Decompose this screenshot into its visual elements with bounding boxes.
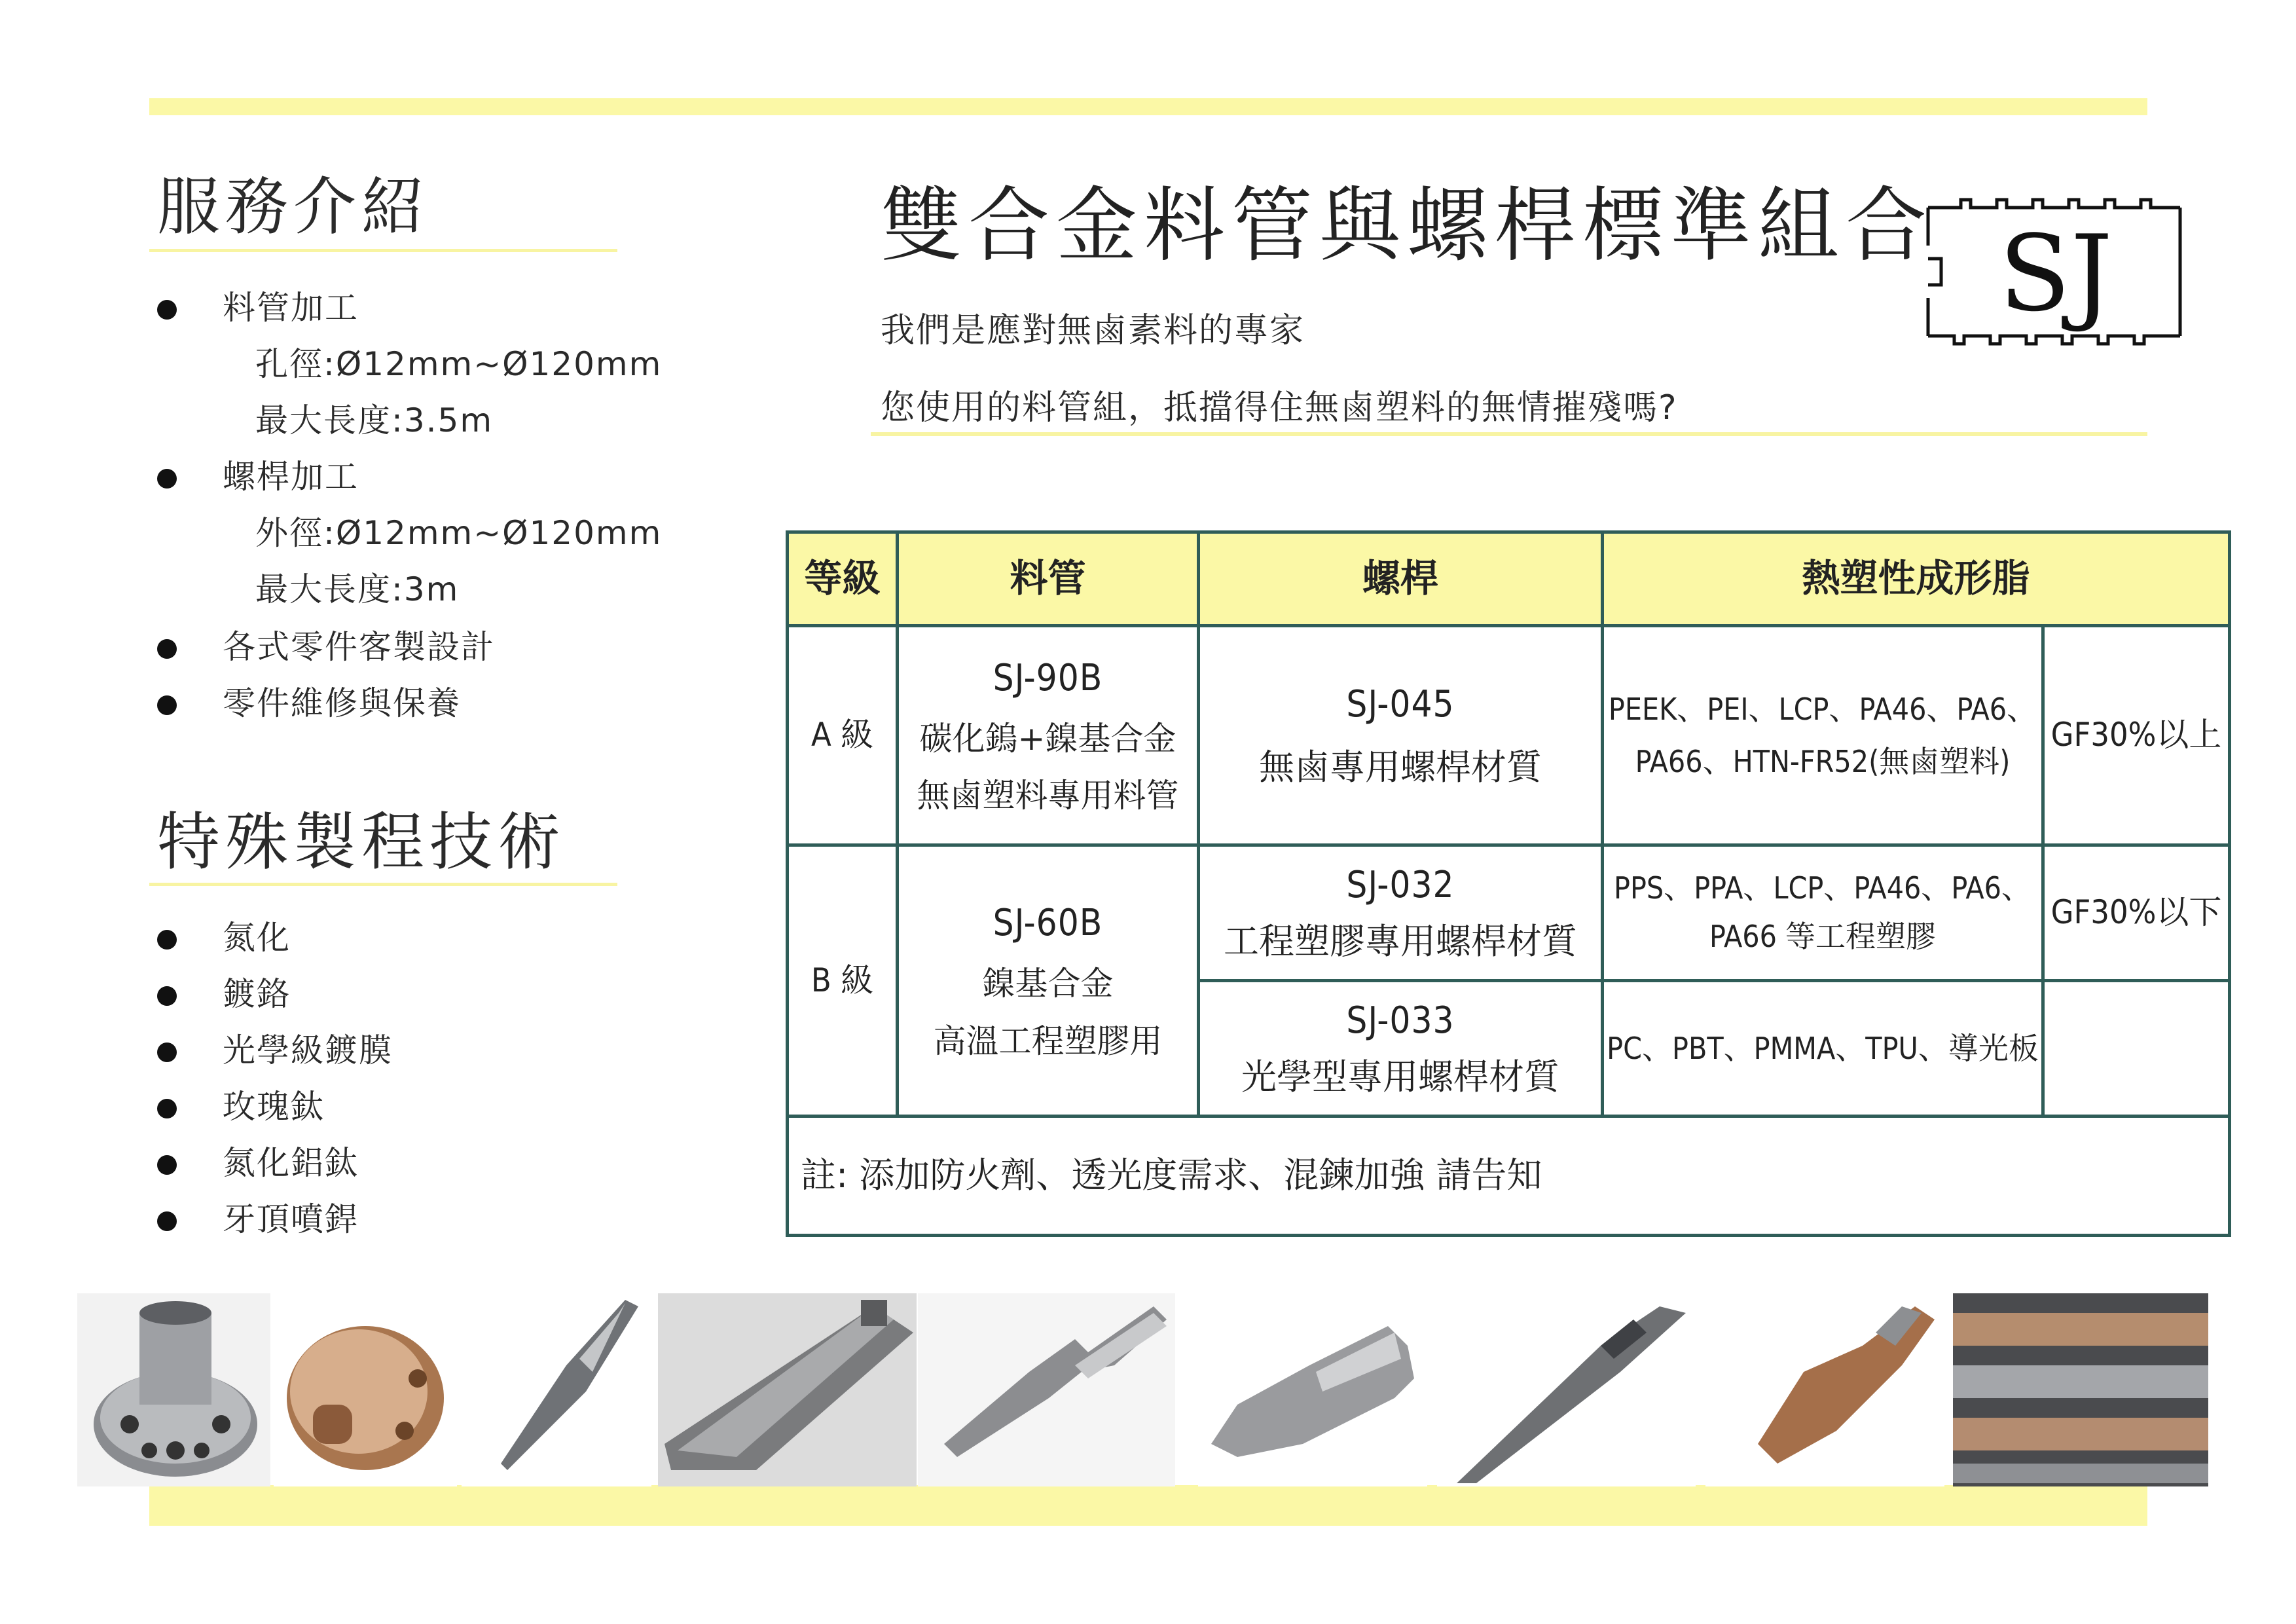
barrel-desc: 鎳基合金 [982,965,1114,1003]
special-title: 特殊製程技術 [157,805,566,879]
grade-b1-screw-cell [1199,845,1603,981]
grade-a-cell: A 級 [788,626,898,845]
services-title: 服務介紹 [157,170,429,244]
resin-line: PPS、PPA、LCP、PA46、PA6、 [1614,870,2032,906]
header-grade: 等級 [788,532,898,626]
service-detail: 孔徑:Ø12mm~Ø120mm [255,345,663,383]
header-barrel: 料管 [898,532,1199,626]
barrel-code: SJ-90B [993,656,1103,699]
grade-b2-screw-cell [1199,981,1603,1116]
resin-line: PEEK、PEI、LCP、PA46、PA6、 [1608,691,2037,727]
special-item: 光學級鍍膜 [223,1031,393,1069]
screw-desc: 光學型專用螺桿材質 [1241,1056,1559,1098]
grade-a-gf-cell: GF30%以上 [2043,626,2230,845]
barrel-desc: 無鹵塑料專用料管 [917,777,1179,815]
bullet-icon [157,639,177,659]
screw-desc: 無鹵專用螺桿材質 [1259,746,1542,788]
grade-b1-resin-cell [1603,845,2043,981]
spec-table [786,530,2231,1237]
special-underline [149,883,617,886]
grade-b-cell: B 級 [788,845,898,1116]
bullet-icon [157,695,177,715]
bullet-icon [157,469,177,489]
bullet-icon [157,930,177,950]
grade-b-barrel-cell [898,845,1199,1116]
bullet-icon [157,1099,177,1118]
service-detail: 外徑:Ø12mm~Ø120mm [255,514,663,552]
screw-code: SJ-032 [1346,863,1455,906]
logo-text: SJ [1999,212,2113,335]
table-note-row [788,1116,2230,1236]
barrel-desc: 碳化鎢+鎳基合金 [919,719,1176,758]
bullet-icon [157,1155,177,1175]
table-header-row [788,532,2230,626]
product-photo-check-ring [1198,1293,1427,1486]
header-underline [871,432,2147,436]
barrel-code: SJ-60B [993,902,1103,944]
bullet-icon [157,1211,177,1231]
bullet-icon [157,1043,177,1062]
service-label: 零件維修與保養 [223,684,461,722]
grade-a-screw-cell [1199,626,1603,845]
special-item: 氮化鋁鈦 [223,1144,359,1182]
service-label: 料管加工 [223,289,359,327]
grade-a-resin-cell [1603,626,2043,845]
barrel-desc: 高溫工程塑膠用 [933,1022,1163,1060]
company-logo [1922,193,2183,350]
header-resin: 熱塑性成形脂 [1603,532,2230,626]
bottom-accent-band [149,1485,2147,1526]
resin-line: PA66、HTN-FR52(無鹵塑料) [1635,744,2011,779]
resin-line: PA66 等工程塑膠 [1709,919,1937,954]
top-accent-band [149,98,2147,115]
page-title: 雙合金料管與螺桿標準組合 [881,179,1934,273]
table-row [788,845,2230,981]
grade-b2-resin-cell: PC、PBT、PMMA、TPU、導光板 [1603,981,2043,1116]
grade-b2-gf-cell [2043,981,2230,1116]
table-note: 註: 添加防火劑、透光度需求、混鍊加強 請告知 [788,1116,2230,1236]
tagline-secondary: 您使用的料管組，抵擋得住無鹵塑料的無情摧殘嗎? [881,388,1678,428]
tagline-primary: 我們是應對無鹵素料的專家 [881,311,1305,350]
screw-desc: 工程塑膠專用螺桿材質 [1224,920,1577,962]
special-item: 玫瑰鈦 [223,1088,325,1126]
product-photo-copper-ring [274,1293,457,1486]
special-item: 氮化 [223,919,291,957]
header-screw: 螺桿 [1199,532,1603,626]
product-photo-barrel-head [658,1293,917,1486]
service-detail: 最大長度:3m [255,570,460,608]
service-label: 螺桿加工 [223,458,359,496]
screw-code: SJ-045 [1346,682,1455,726]
screw-code: SJ-033 [1346,999,1455,1042]
table-row [788,626,2230,845]
product-photo-flange [77,1293,270,1486]
product-photo-tip [462,1293,651,1486]
bullet-icon [157,300,177,320]
grade-a-barrel-cell [898,626,1199,845]
service-label: 各式零件客製設計 [223,628,495,666]
special-item: 鍍鉻 [223,975,291,1013]
service-detail: 最大長度:3.5m [255,401,494,439]
services-underline [149,249,617,252]
product-photo-screws [1953,1293,2208,1486]
bullet-icon [157,986,177,1006]
product-photo-nozzle [918,1293,1175,1486]
grade-b1-gf-cell: GF30%以下 [2043,845,2230,981]
special-item: 牙頂噴銲 [223,1200,359,1238]
product-photo-copper-tip [1705,1293,1944,1486]
product-photo-screw-tip [1437,1293,1696,1486]
